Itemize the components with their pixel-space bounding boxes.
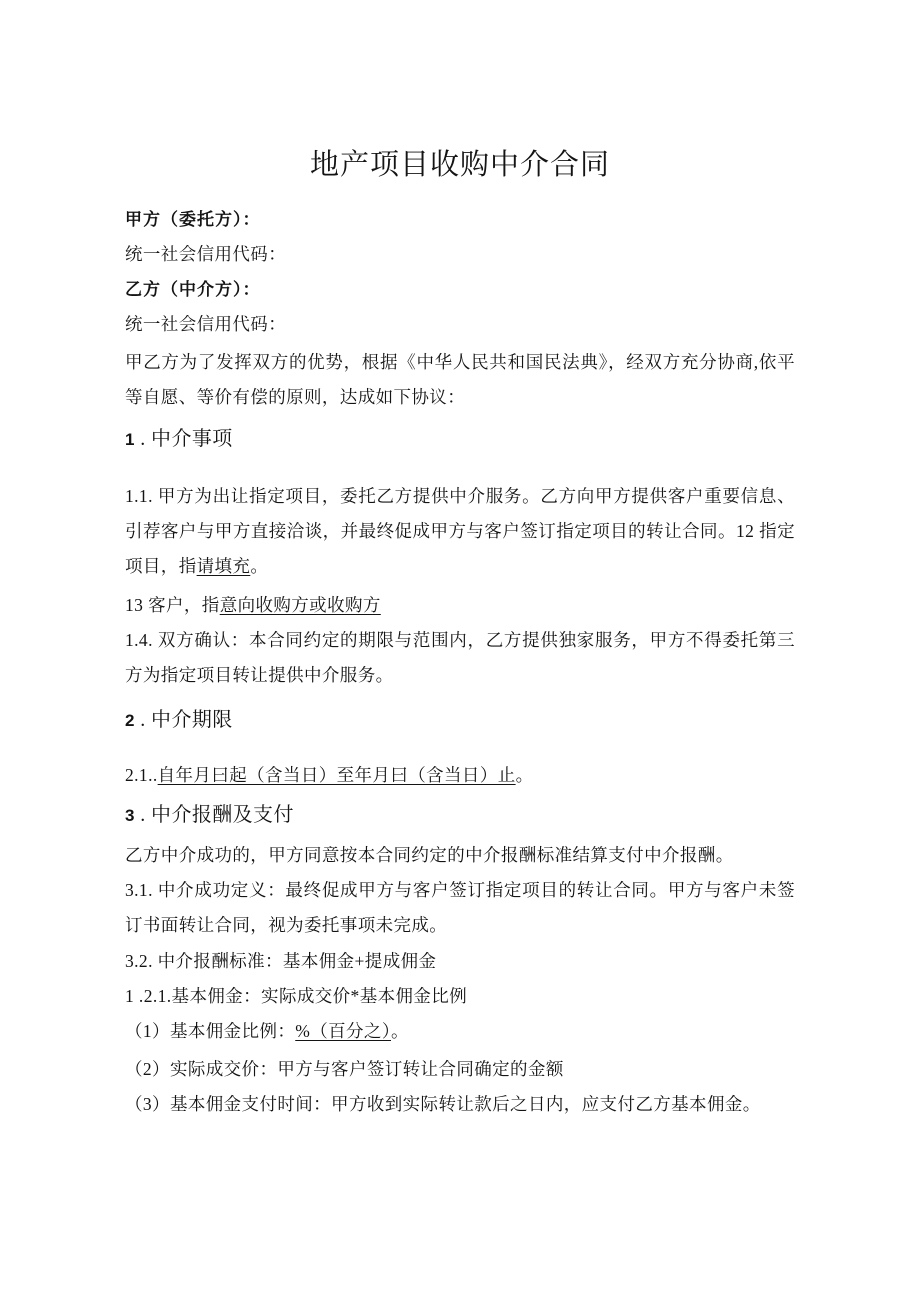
- section-3-number: 3: [125, 806, 135, 825]
- party-a-credit-code: 统一社会信用代码：: [125, 244, 287, 264]
- document-title: 地产项目收购中介合同: [309, 149, 610, 181]
- clause-2-1-date-blank[interactable]: 自年月曰起（含当日）至年月曰（含当日）止: [157, 765, 516, 785]
- section-1-title: . 中介事项: [134, 428, 233, 450]
- clause-2-1-prefix: 2.1..: [125, 765, 158, 785]
- section-3-title: . 中介报酬及支付: [134, 804, 294, 826]
- party-a-label: 甲方（委托方）：: [125, 210, 261, 229]
- clause-1-1-period: 。: [250, 556, 269, 576]
- clause-3-1: 3.1. 中介成功定义：最终促成甲方与客户签订指定项目的转让合同。甲方与客户未签订书面转让合同，视为委托事项未完成。: [125, 880, 795, 935]
- section-1-number: 1: [125, 430, 135, 449]
- clause-1-3-underlined-text: 意向收购方或收购方: [219, 595, 381, 615]
- section-2-heading: [125, 700, 795, 738]
- document-content: [0, 144, 920, 1122]
- clause-1-3-text: 13 客户，指: [125, 595, 220, 615]
- clause-1-1-fill-blank[interactable]: 请填充: [196, 556, 251, 576]
- clause-3-0: 乙方中介成功的，甲方同意按本合同约定的中介报酬标准结算支付中介报酬。: [125, 845, 734, 865]
- item-1-period: 。: [390, 1021, 409, 1041]
- item-1-text: （1）基本佣金比例：: [125, 1021, 296, 1041]
- party-b-label: 乙方（中介方）：: [125, 280, 261, 299]
- item-1: [125, 1014, 795, 1049]
- clause-2-1: [125, 758, 795, 793]
- preamble-paragraph: 甲乙方为了发挥双方的优势，根据《中华人民共和国民法典》，经双方充分协商,依平等自愿、等价有偿的原则，达成如下协议：: [125, 352, 795, 407]
- section-2-number: 2: [125, 711, 135, 730]
- item-1-percent-blank[interactable]: %（百分之）: [295, 1021, 391, 1041]
- clause-3-2: 3.2. 中介报酬标准：基本佣金+提成佣金: [125, 951, 437, 971]
- item-3: （3）基本佣金支付时间：甲方收到实际转让款后之日内，应支付乙方基本佣金。: [125, 1094, 761, 1114]
- clause-1-1: [125, 479, 795, 584]
- section-1-heading: [125, 419, 795, 457]
- party-b-credit-code: 统一社会信用代码：: [125, 314, 287, 334]
- section-3-heading: [125, 795, 795, 833]
- clause-1-4: 1.4. 双方确认：本合同约定的期限与范围内，乙方提供独家服务，甲方不得委托第三方为指定项目转让提供中介服务。: [125, 630, 795, 685]
- clause-1-3: [125, 588, 795, 623]
- item-2: （2）实际成交价：甲方与客户签订转让合同确定的金额: [125, 1059, 564, 1079]
- clause-2-1-period: 。: [515, 765, 534, 785]
- clause-1-1-text: 1.1. 甲方为出让指定项目，委托乙方提供中介服务。乙方向甲方提供客户重要信息、引荐客户与甲方直接洽谈，并最终促成甲方与客户签订指定项目的转让合同。12 指定项目，指: [125, 486, 795, 576]
- section-2-title: . 中介期限: [134, 709, 233, 731]
- clause-3-2-1: 1 .2.1.基本佣金：实际成交价*基本佣金比例: [125, 986, 468, 1006]
